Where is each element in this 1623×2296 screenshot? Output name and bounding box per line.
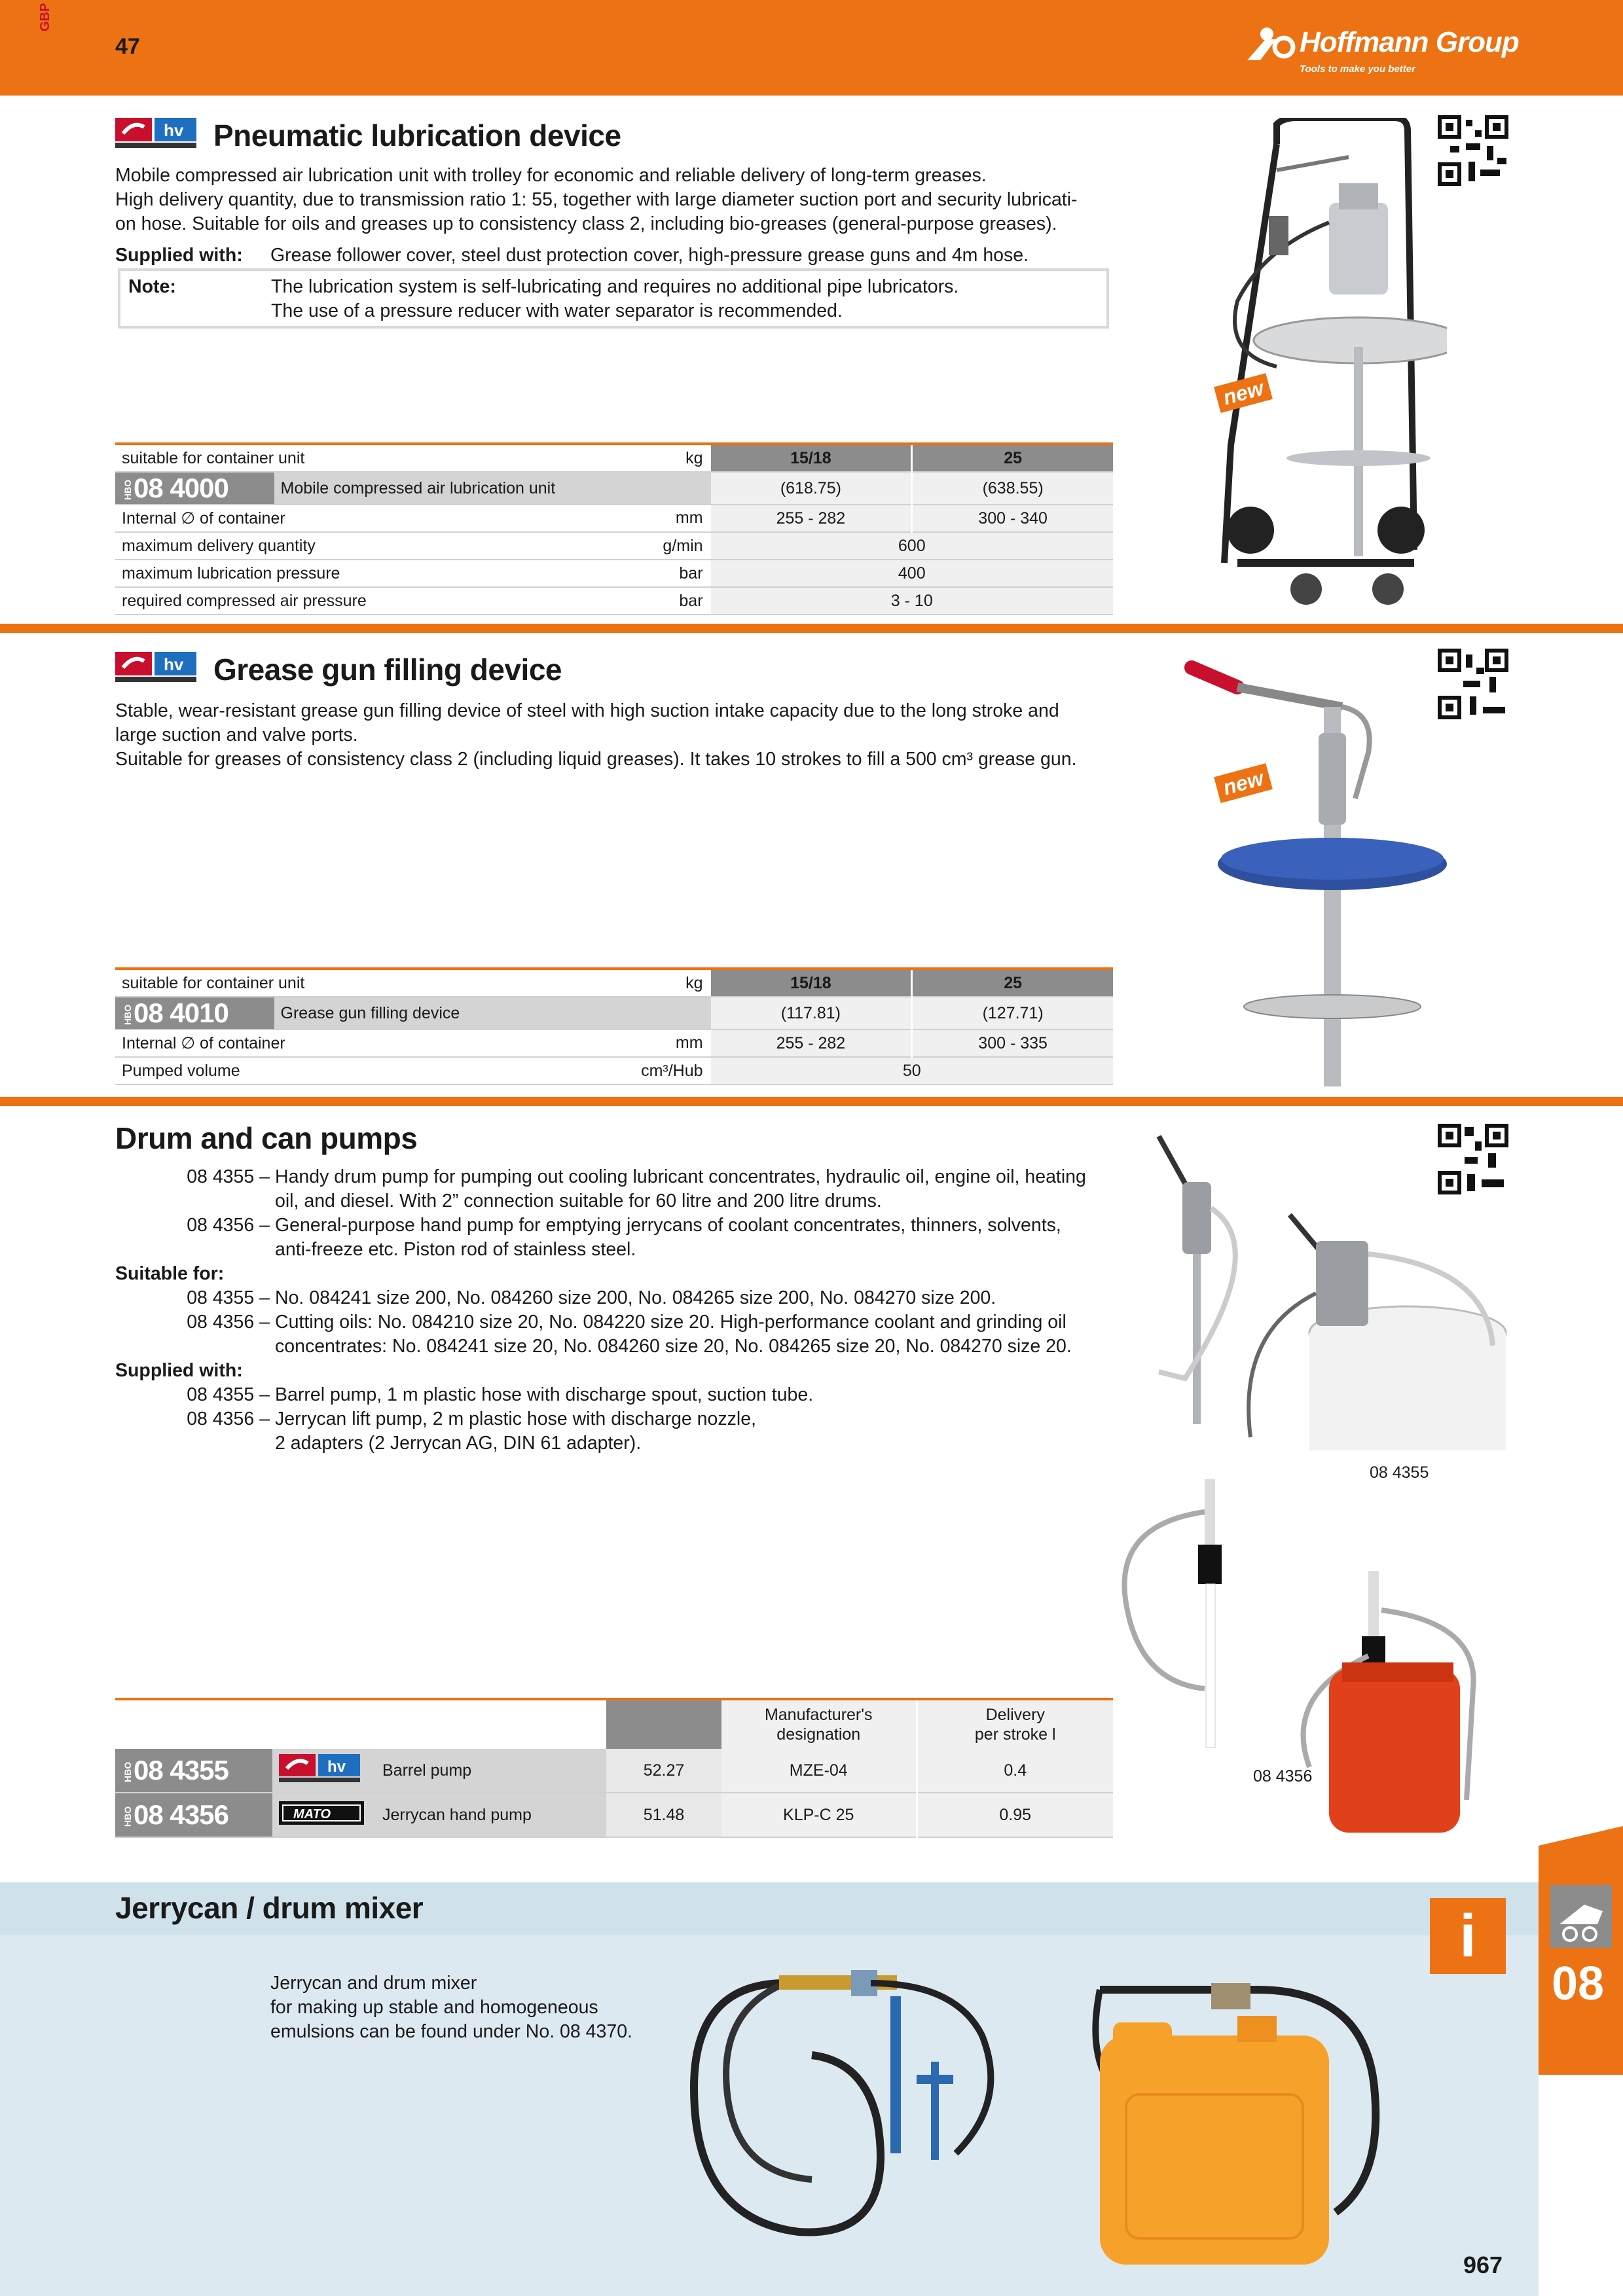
spec-row: Internal ∅ of container mm: [115, 505, 711, 532]
qr-code-icon[interactable]: [1437, 115, 1509, 187]
table-row: HBO08 4355 hv Barrel pump 52.27 MZE-04 0.4: [115, 1749, 1113, 1793]
section1-title: Pneumatic lubrication device: [213, 118, 621, 152]
col-delivery: Delivery per stroke l: [917, 1699, 1113, 1749]
supplied-text: Grease follower cover, steel dust protection cover, high-pressure grease guns and 4m hose.: [270, 245, 1029, 266]
jerrycan-pump-image: [1113, 1473, 1519, 1846]
price: 51.48: [606, 1793, 721, 1837]
article-name: Mobile compressed air lubrication unit: [274, 472, 711, 505]
image-caption-1: 08 4355: [1370, 1463, 1429, 1482]
note-box: [118, 268, 1109, 329]
svg-text:hv: hv: [327, 1757, 346, 1776]
lubrication-device-image: [1198, 118, 1447, 615]
brand-name: Hoffmann Group: [1300, 26, 1519, 58]
image-caption-2: 08 4356: [1253, 1767, 1313, 1785]
product-name: Barrel pump: [376, 1749, 606, 1793]
section2-description: Stable, wear-resistant grease gun filling device of steel with high suction intake capacity due to the long stroke and large suction and valve ports. Suitable for greases of consistency class 2 (including liquid greases). It takes 10 strokes to fill a 500 cm³ grease gun.: [115, 700, 1077, 770]
suitable-label: Suitable for:: [115, 1263, 225, 1284]
article-number-cell[interactable]: HBO08 4010: [115, 997, 274, 1030]
section2-brand-logo: [115, 652, 200, 687]
new-badge: new: [1214, 373, 1273, 413]
article-number-cell[interactable]: HBO08 4356: [115, 1793, 272, 1837]
note-text: The lubrication system is self-lubricating and requires no additional pipe lubricators. The use of a pressure reducer with water separator is recommended.: [271, 276, 959, 321]
price: 52.27: [606, 1749, 721, 1793]
supplied-label: Supplied with:: [115, 1360, 243, 1381]
spec-table-1: suitable for container unit kg 15/18 25 HBO08 4000 Mobile compressed air lubrication unit (618.75) (638.55) Internal ∅ of container mm 255 - 282 300 - 340 maximum delivery quantity g/min 600 maximum lubrication pressure bar 400 required compressed air pressure bar 3 - 10: [115, 442, 1113, 615]
section2-title: Grease gun filling device: [213, 653, 562, 687]
qr-code-icon[interactable]: [1437, 648, 1509, 720]
section1-description: [115, 164, 1117, 236]
side-code: GBP: [38, 3, 52, 31]
brand-tagline: Tools to make you better: [1300, 63, 1415, 75]
section4-title: Jerrycan / drum mixer: [115, 1891, 424, 1925]
desc-line: High delivery quantity, due to transmission ratio 1: 55, together with large diameter suction port and security lubricati-: [115, 189, 1078, 210]
supplied-label: Supplied with:: [115, 245, 243, 266]
section-divider: [0, 1097, 1623, 1106]
hv-logo-icon: [115, 652, 200, 683]
new-badge: new: [1214, 763, 1273, 803]
grease-gun-filler-image: [1178, 648, 1453, 1093]
spec-row: required compressed air pressure bar: [115, 587, 711, 615]
table-row: HBO08 4356 MATO Jerrycan hand pump 51.48 KLP-C 25 0.95: [115, 1793, 1113, 1837]
hv-logo-icon: [279, 1754, 364, 1783]
qr-code-icon[interactable]: [1437, 1123, 1509, 1195]
svg-text:MATO: MATO: [293, 1806, 331, 1821]
article-number-cell[interactable]: HBO08 4355: [115, 1749, 272, 1793]
col-15-18: 15/18: [711, 444, 912, 472]
spec-table-2: suitable for container unit kg 15/18 25 HBO08 4010 Grease gun filling device (117.81) (127.71) Internal ∅ of container mm 255 - 282 300 - 335 Pumped volume cm³/Hub 50: [115, 967, 1113, 1085]
desc-line: Mobile compressed air lubrication unit with trolley for economic and reliable delivery of long-term greases.: [115, 165, 987, 186]
chapter-number: 08: [1552, 1958, 1605, 2010]
spec-row: maximum lubrication pressure bar: [115, 560, 711, 587]
svg-text:hv: hv: [164, 655, 184, 674]
chapter-tab[interactable]: [1539, 1826, 1623, 2075]
svg-text:hv: hv: [164, 120, 184, 140]
price-25: (638.55): [912, 472, 1113, 505]
brand-logo-cell: [272, 1749, 376, 1793]
price-15-18: (618.75): [711, 472, 912, 505]
section1-brand-logo: [115, 118, 200, 152]
mixer-hose-image: [681, 1957, 1021, 2258]
product-name: Jerrycan hand pump: [376, 1793, 606, 1837]
brand-logo-cell: [272, 1793, 376, 1837]
mixer-jerrycan-image: [1087, 1964, 1401, 2271]
container-unit-label: suitable for container unit kg: [115, 444, 711, 472]
article-name: Grease gun filling device: [274, 997, 711, 1030]
col-manufacturer-designation: Manufacturer's designation: [721, 1699, 917, 1749]
section-divider: [0, 624, 1623, 633]
spec-row: maximum delivery quantity g/min: [115, 532, 711, 560]
mixer-description: Jerrycan and drum mixer for making up stable and homogeneous emulsions can be found under No. 08 4370.: [270, 1973, 632, 2042]
col-25: 25: [912, 444, 1113, 472]
page-number: 967: [1463, 2251, 1503, 2278]
note-label: Note:: [128, 276, 176, 297]
pump-table: [115, 1698, 1113, 1838]
hv-logo-icon: [115, 118, 200, 149]
article-number-cell[interactable]: HBO08 4000: [115, 472, 274, 505]
desc-line: on hose. Suitable for oils and greases up to consistency class 2, including bio-greases (general-purpose greases).: [115, 213, 1057, 234]
page-number-top: 47: [115, 34, 140, 59]
info-icon[interactable]: i: [1430, 1898, 1506, 1974]
mato-logo-icon: [279, 1799, 364, 1827]
section3-title: Drum and can pumps: [115, 1121, 418, 1155]
section3-body: 08 4355 – Handy drum pump for pumping out cooling lubricant concentrates, hydraulic oil, engine oil, heating oil, and diesel. With 2” connection suitable for 60 litre and 200 litre drums. 08 4356 – General-purpose hand pump for emptying jerrycans of coolant concentrates, thinners, solvents, anti-freeze etc. Piston rod of stainless steel. Suitable for: 08 4355 – No. 084241 size 200, No. 084260 size 200, No. 084265 size 200, No. 084270 size 200. 08 4356 – Cutting oils: No. 084210 size 20, No. 084220 size 20. High-performance coolant and grinding oil concentrates: No. 084241 size 20, No. 084260 size 20, No. 084265 size 20, No. 084270 size 20. Supplied with: 08 4355 – Barrel pump, 1 m plastic hose with discharge spout, suction tube. 08 4356 – Jerrycan lift pump, 2 m plastic hose with discharge nozzle, 2 adapters (2 Jerrycan AG, DIN 61 adapter).: [115, 1165, 1117, 1456]
brand-logo-icon: [1247, 25, 1300, 62]
